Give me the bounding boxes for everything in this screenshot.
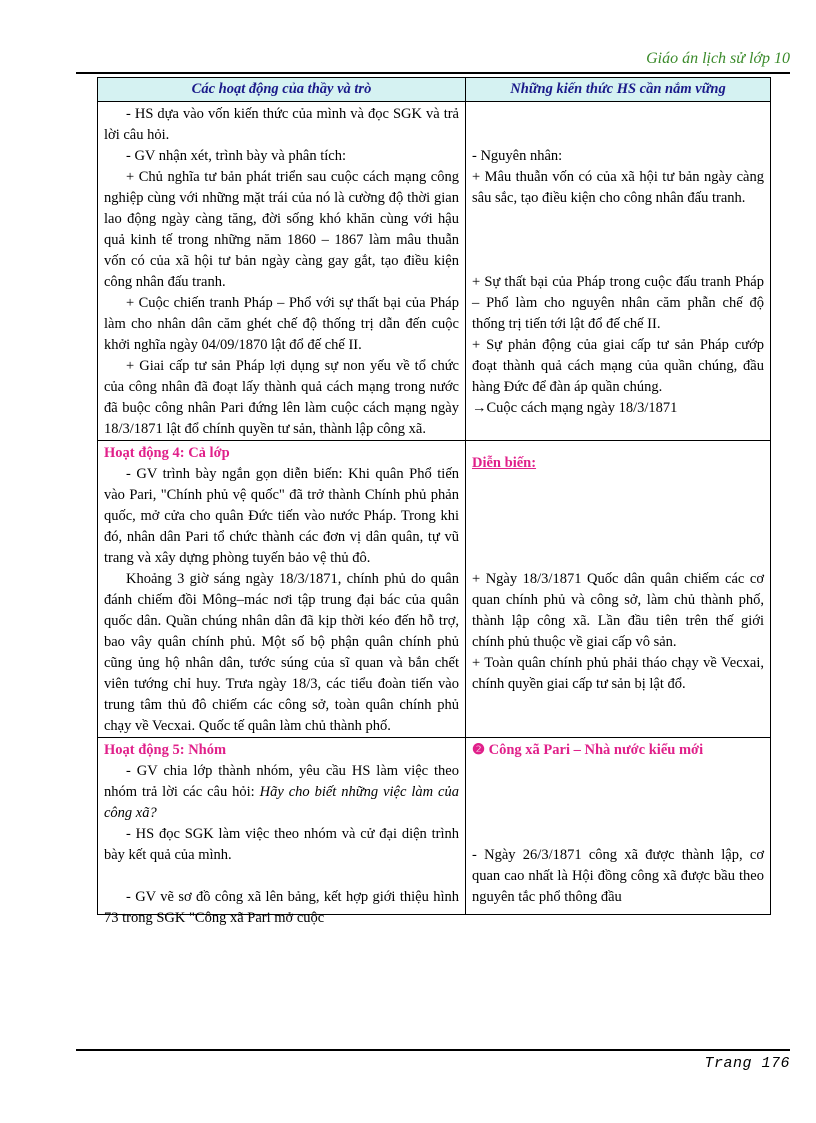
row3-right-cell	[466, 738, 771, 915]
paragraph: - Ngày 26/3/1871 công xã được thành lập, cơ quan cao nhất là Hội đồng công xã được bầu theo nguyên tắc phổ thông đầu	[472, 847, 764, 905]
row2-right-cell	[466, 441, 771, 738]
table-header-row	[98, 78, 771, 102]
paragraph: →Cuộc cách mạng ngày 18/3/1871	[472, 400, 678, 416]
paragraph	[104, 761, 459, 824]
col1-header: Các hoạt động của thầy và trò	[98, 78, 466, 102]
paragraph: + Sự phản động của giai cấp tư sản Pháp cướp đoạt thành quả cách mạng của quần chúng, đầu hàng Đức để đàn áp quần chúng.	[472, 337, 764, 395]
activity-heading: Hoạt động 4: Cả lớp	[104, 445, 230, 461]
section-heading: Diễn biến:	[472, 455, 537, 471]
activity-heading: Hoạt động 5: Nhóm	[104, 742, 227, 758]
paragraph: + Ngày 18/3/1871 Quốc dân quân chiếm các cơ quan chính phủ và công sở, làm chủ thành phố, thành lập công xã. Lần đầu tiên trên thế giới chính phủ thuộc về giai cấp vô sản.	[472, 571, 764, 650]
paragraph: + Mâu thuẫn vốn có của xã hội tư bản ngày càng sâu sắc, tạo điều kiện cho công nhân đấu tranh.	[472, 169, 764, 206]
header-rule	[76, 72, 790, 74]
footer-rule	[76, 1049, 790, 1051]
paragraph: + Cuộc chiến tranh Pháp – Phổ với sự thất bại của Pháp làm cho nhân dân căm ghét chế độ thống trị dẫn đến cuộc khởi nghĩa ngày 04/09/1870 lật đổ đế chế II.	[104, 295, 459, 353]
document-header-title: Giáo án lịch sử lớp 10	[646, 50, 790, 67]
paragraph: - GV nhận xét, trình bày và phân tích:	[126, 148, 346, 164]
section-title: Công xã Pari – Nhà nước kiểu mới	[488, 742, 704, 758]
row2-left-cell	[98, 441, 466, 738]
table-row	[98, 102, 771, 441]
section-heading	[472, 740, 764, 761]
table-row	[98, 441, 771, 738]
paragraph: - Nguyên nhân:	[472, 148, 563, 164]
page-number: Trang 176	[704, 1055, 790, 1072]
col2-header: Những kiến thức HS cần nắm vững	[466, 78, 771, 102]
paragraph: - HS dựa vào vốn kiến thức của mình và đọc SGK và trả lời câu hỏi.	[104, 106, 459, 143]
paragraph: Khoảng 3 giờ sáng ngày 18/3/1871, chính phủ do quân đánh chiếm đồi Mông–mác nơi tập trung đại bác của quân quốc dân. Quần chúng nhân dân đã kịp thời kéo đến hỗ trợ, bao vây quân chính phủ. Một số bộ phận quân chính phủ cũng ủng hộ nhân dân, tước súng của sĩ quan và bắn chết viên tướng chỉ huy. Trưa ngày 18/3, các tiểu đoàn tiến vào trung tâm thủ đô chiếm các công sở, toàn quân chính phủ chạy về Vecxai. Quốc tế quân làm chủ thành phố.	[104, 571, 459, 734]
number-2-bullet-icon: ❷	[472, 742, 485, 758]
row1-left-cell	[98, 102, 466, 441]
row1-right-cell	[466, 102, 771, 441]
table-row	[98, 738, 771, 915]
paragraph: - GV trình bày ngắn gọn diễn biến: Khi quân Phổ tiến vào Pari, "Chính phủ vệ quốc" đã trở thành Chính phủ phản quốc, mở cửa cho quân Đức tiến vào nước Pháp. Trong khi đó, nhân dân Pari tổ chức thành các đơn vị dân quân, tự vũ trang và xây dựng phòng tuyến bảo vệ thủ đô.	[104, 466, 459, 566]
paragraph: + Chủ nghĩa tư bản phát triển sau cuộc cách mạng công nghiệp cùng với những mặt trái của nó là cường độ thời gian lao động ngày càng tăng, đời sống khó khăn cùng với hậu quả kinh tế trong những năm 1860 – 1867 làm mâu thuẫn vốn có của xã hội tư bản ngày càng gay gắt, tạo điều kiện công nhân đấu tranh.	[104, 169, 459, 290]
question-text: Hãy cho biết những việc làm của công xã?	[104, 784, 459, 821]
question-intro: - GV chia lớp thành nhóm, yêu cầu HS làm việc theo nhóm trả lời các câu hỏi:	[104, 763, 459, 800]
paragraph: + Sự thất bại của Pháp trong cuộc đấu tranh Pháp – Phổ làm cho nguyên nhân căm phẫn chế độ thống trị tiến tới lật đổ đế chế II.	[472, 274, 764, 332]
paragraph: - HS đọc SGK làm việc theo nhóm và cử đại diện trình bày kết quả của mình.	[104, 826, 459, 863]
paragraph: + Giai cấp tư sản Pháp lợi dụng sự non yếu về tổ chức của công nhân đã đoạt lấy thành quả cách mạng trong nước đã buộc công nhân Pari đứng lên làm cuộc cách mạng ngày 18/3/1871 lật đổ chính quyền tư sản, thành lập công xã.	[104, 358, 459, 437]
lesson-table	[97, 77, 771, 926]
row3-left-cell	[98, 738, 466, 926]
paragraph: + Toàn quân chính phủ phải tháo chạy về Vecxai, chính quyền giai cấp tư sản bị lật đổ.	[472, 655, 764, 692]
paragraph: - GV vẽ sơ đồ công xã lên bảng, kết hợp giới thiệu hình 73 trong SGK "Công xã Pari mở cuộc	[104, 889, 459, 926]
